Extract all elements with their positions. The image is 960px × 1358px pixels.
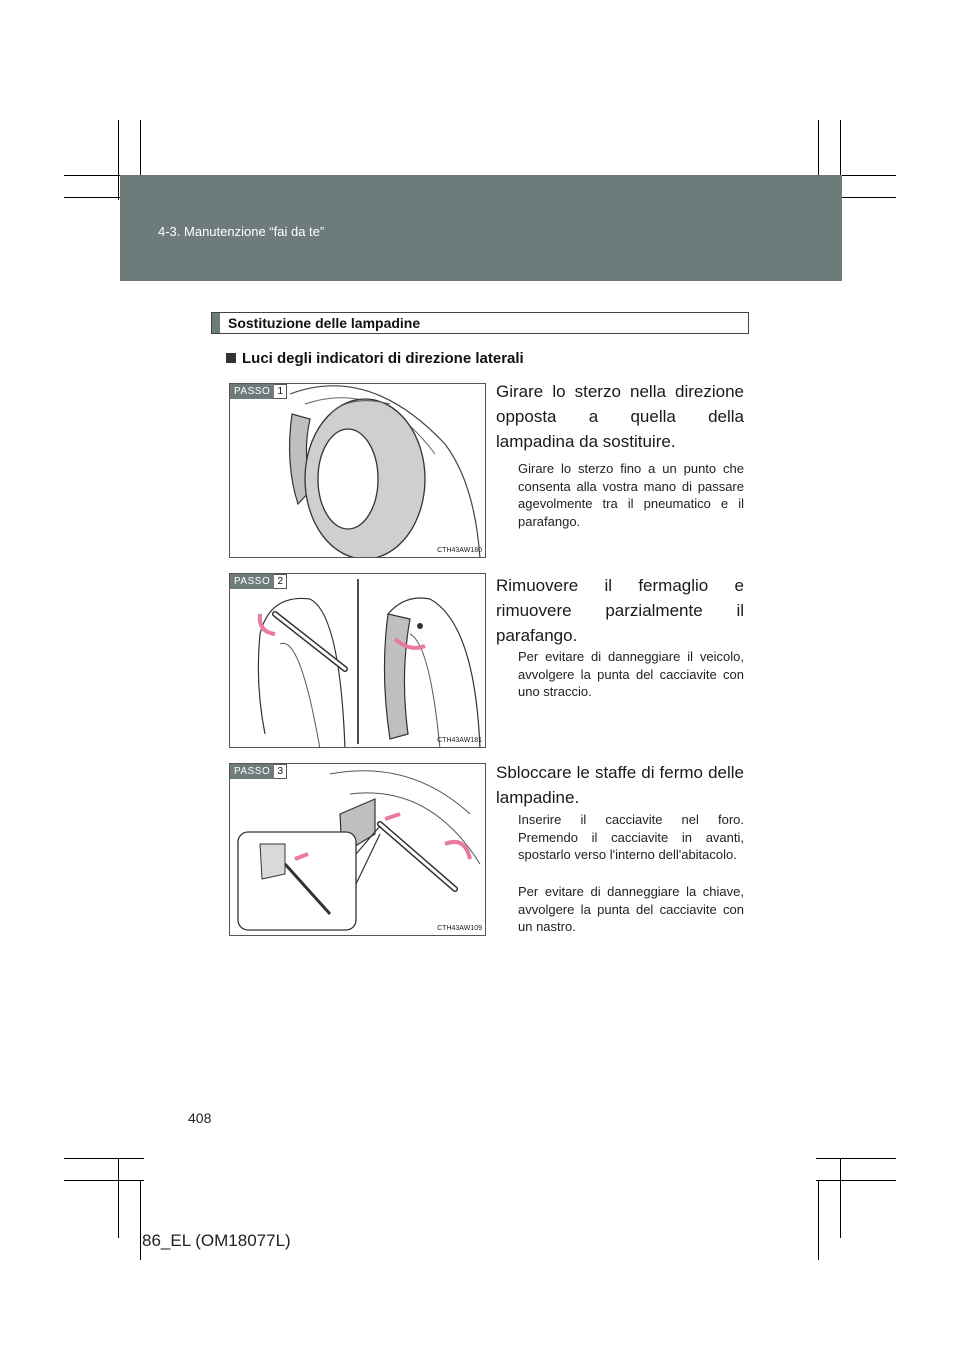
image-code: CTH43AW181 bbox=[437, 737, 482, 744]
crop-mark bbox=[818, 1180, 819, 1260]
crop-mark bbox=[118, 1158, 119, 1238]
bulb-retainer-illustration bbox=[230, 764, 486, 936]
step-badge-number: 2 bbox=[274, 574, 287, 589]
page-number: 408 bbox=[188, 1110, 212, 1126]
fender-clip-illustration bbox=[230, 574, 486, 748]
step-badge-number: 1 bbox=[274, 384, 287, 399]
section-title: Sostituzione delle lampadine bbox=[228, 315, 421, 331]
step-1-badge bbox=[230, 384, 287, 399]
wheel-illustration bbox=[230, 384, 486, 558]
step-badge-label: PASSO bbox=[230, 384, 274, 399]
step-2-illustration bbox=[229, 573, 486, 748]
step-3-illustration bbox=[229, 763, 486, 936]
step-2-badge bbox=[230, 574, 287, 589]
section-accent bbox=[212, 313, 220, 333]
subtitle-text: Luci degli indicatori di direzione laterali bbox=[242, 350, 524, 367]
crop-mark bbox=[118, 120, 119, 200]
step-1-note: Girare lo sterzo fino a un punto che consenta alla vostra mano di passare agevolmente tra il pneumatico e il parafango. bbox=[518, 461, 744, 529]
crop-mark bbox=[64, 1180, 144, 1181]
step-3-note-1: Inserire il cacciavite nel foro. Premendo il cacciavite in avanti, spostarlo verso l'interno dell'abitacolo. bbox=[518, 812, 744, 862]
step-3-text: Sbloccare le staffe di fermo delle lampadine. bbox=[496, 763, 744, 807]
image-code: CTH43AW109 bbox=[437, 925, 482, 932]
step-2-note: Per evitare di danneggiare il veicolo, avvolgere la punta del cacciavite con uno straccio. bbox=[518, 649, 744, 699]
crop-mark bbox=[816, 1180, 896, 1181]
subtitle bbox=[226, 350, 524, 367]
step-2-text: Rimuovere il fermaglio e rimuovere parzialmente il parafango. bbox=[496, 576, 744, 645]
step-1-text: Girare lo sterzo nella direzione opposta a quella della lampadina da sostituire. bbox=[496, 382, 744, 451]
square-bullet-icon bbox=[226, 353, 236, 363]
crop-mark bbox=[64, 1158, 144, 1159]
step-badge-label: PASSO bbox=[230, 574, 274, 589]
step-3-badge bbox=[230, 764, 287, 779]
step-1-illustration bbox=[229, 383, 486, 558]
crop-mark bbox=[140, 1180, 141, 1260]
step-badge-label: PASSO bbox=[230, 764, 274, 779]
crop-mark bbox=[816, 1158, 896, 1159]
document-code: 86_EL (OM18077L) bbox=[142, 1231, 291, 1250]
crop-mark bbox=[840, 1158, 841, 1238]
step-badge-number: 3 bbox=[274, 764, 287, 779]
step-3-note-2: Per evitare di danneggiare la chiave, avvolgere la punta del cacciavite con un nastro. bbox=[518, 884, 744, 934]
image-code: CTH43AW180 bbox=[437, 547, 482, 554]
section-title-bar bbox=[211, 312, 749, 334]
header-section: 4-3. Manutenzione “fai da te” bbox=[158, 224, 325, 239]
